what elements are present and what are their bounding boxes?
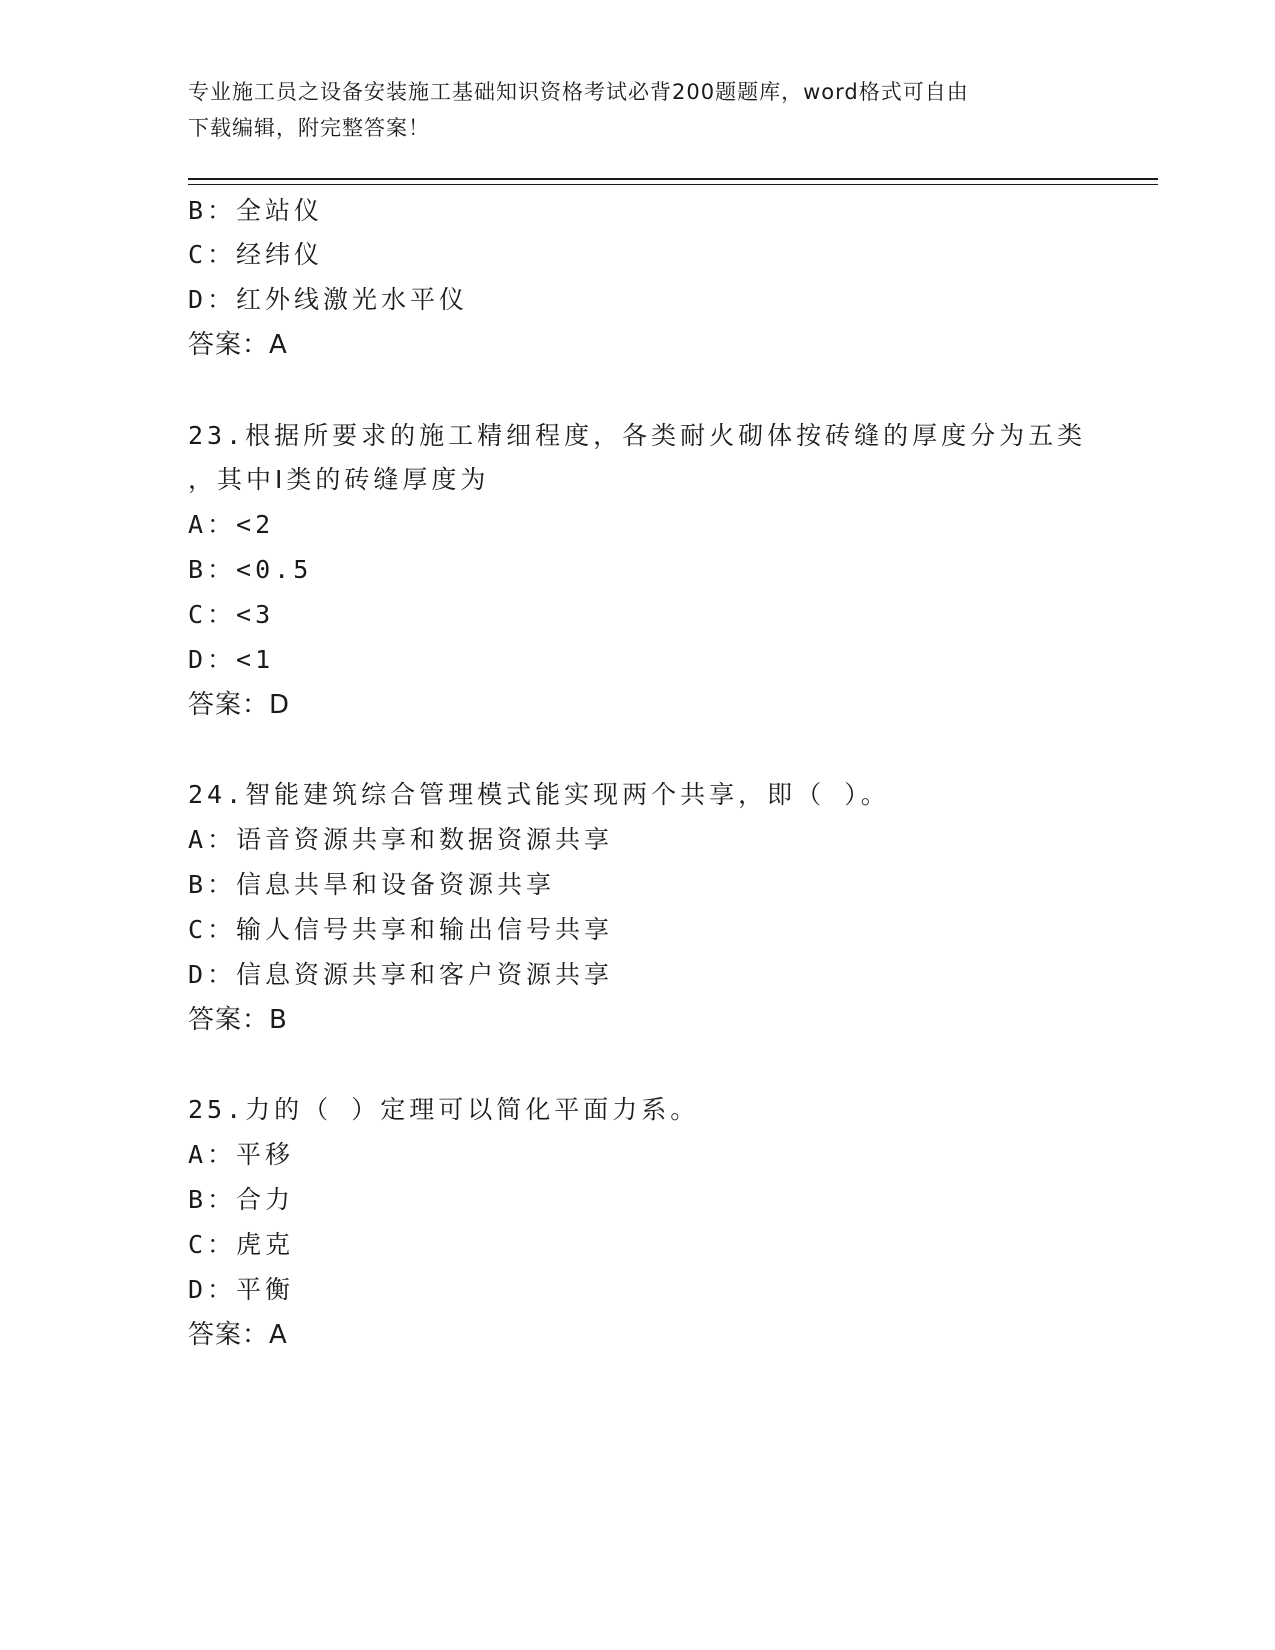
q23-answer: 答案：D — [188, 690, 291, 720]
q24-option-d: D：信息资源共享和客户资源共享 — [188, 960, 614, 989]
q22-option-b: B：全站仪 — [188, 196, 324, 225]
q23-option-c: C：<3 — [188, 600, 275, 629]
q22-option-d: D：红外线激光水平仪 — [188, 285, 469, 314]
q24-option-c: C：输人信号共享和输出信号共享 — [188, 915, 614, 944]
q25-option-b: B：合力 — [188, 1185, 295, 1214]
q25-stem: 25.力的（ ）定理可以简化平面力系。 — [188, 1095, 700, 1124]
header-divider-thin — [188, 184, 1158, 185]
q24-option-a: A：语音资源共享和数据资源共享 — [188, 825, 614, 854]
q22-option-c: C：经纬仪 — [188, 240, 324, 269]
q25-option-c: C：虎克 — [188, 1230, 295, 1259]
q25-option-d: D：平衡 — [188, 1275, 295, 1304]
document-header — [188, 74, 1088, 146]
header-divider-thick — [188, 178, 1158, 180]
q25-answer: 答案：A — [188, 1320, 288, 1350]
q23-stem-line-2: ，其中Ⅰ类的砖缝厚度为 — [188, 465, 490, 494]
q25-option-a: A：平移 — [188, 1140, 295, 1169]
q23-stem-line-1: 23.根据所要求的施工精细程度，各类耐火砌体按砖缝的厚度分为五类 — [188, 421, 1087, 450]
q22-answer: 答案：A — [188, 330, 288, 360]
header-title-line-2: 下载编辑，附完整答案！ — [188, 116, 430, 140]
q23-option-d: D：<1 — [188, 645, 275, 674]
q24-answer: 答案：B — [188, 1005, 288, 1035]
q23-option-a: A：<2 — [188, 510, 275, 539]
q24-option-b: B：信息共旱和设备资源共享 — [188, 870, 556, 899]
header-title-line-1: 专业施工员之设备安装施工基础知识资格考试必背200题题库，word格式可自由 — [188, 80, 969, 104]
q24-stem: 24.智能建筑综合管理模式能实现两个共享，即（ ）。 — [188, 780, 890, 809]
q23-option-b: B：<0.5 — [188, 555, 313, 584]
